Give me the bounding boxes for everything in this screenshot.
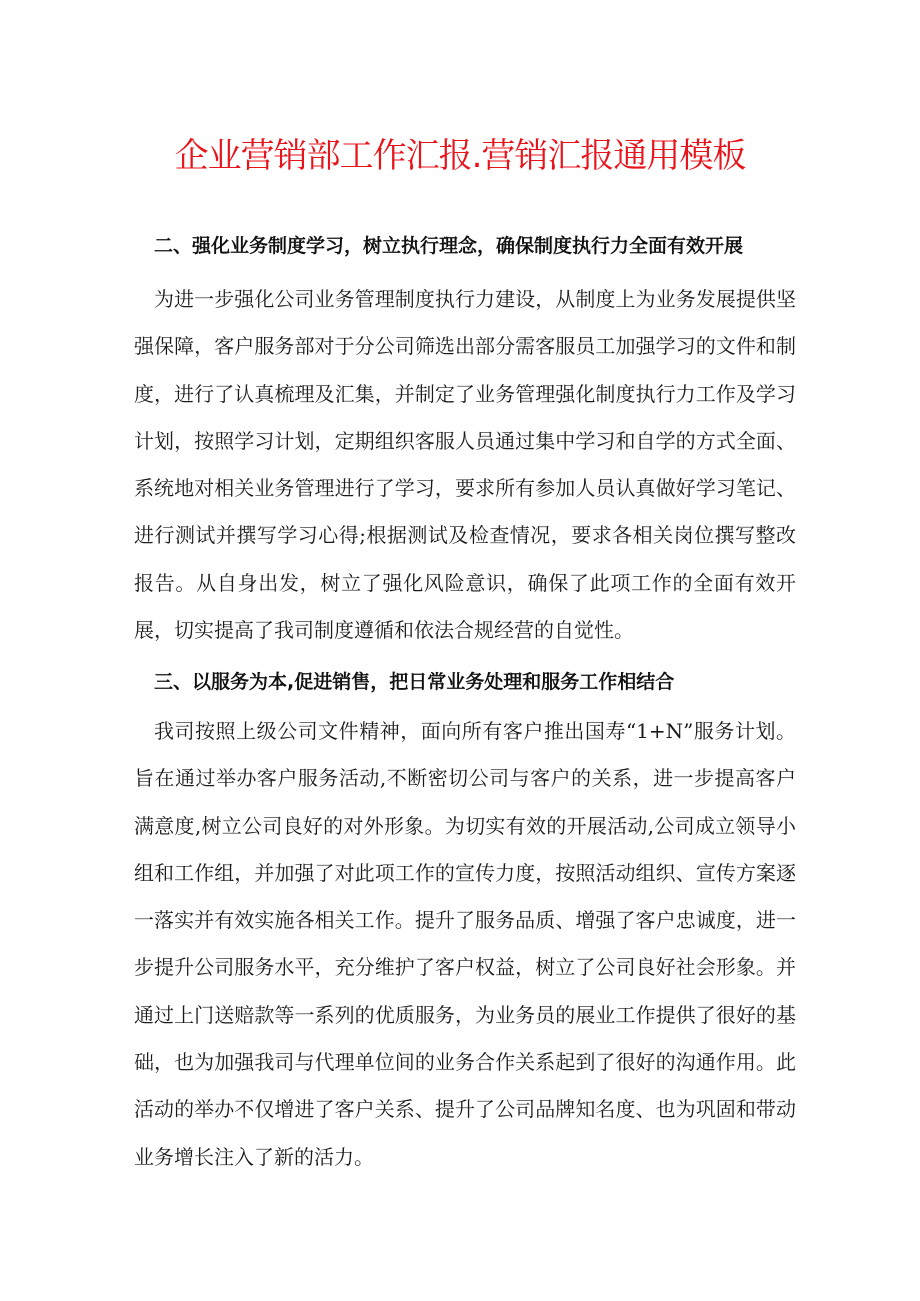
section-paragraph-3: 我司按照上级公司文件精神，面向所有客户推出国寿“1+N”服务计划。旨在通过举办客户服务活动,不断密切公司与客户的关系，进一步提高客户满意度,树立公司良好的对外形象。为切实有效的开展活动,公司成立领导小组和工作组，并加强了对此项工作的宣传力度，按照活动组织、宣传方案逐一落实并有效实施各相关工作。提升了服务品质、增强了客户忠诚度，进一步提升公司服务水平，充分维护了客户权益，树立了公司良好社会形象。并通过上门送赔款等一系列的优质服务，为业务员的展业工作提供了很好的基础，也为加强我司与代理单位间的业务合作关系起到了很好的沟通作用。此活动的举办不仅增进了客户关系、提升了公司品牌知名度、也为巩固和带动业务增长注入了新的活力。 — [134, 719, 796, 1169]
document-title: 企业营销部工作汇报.营销汇报通用模板 — [174, 136, 746, 176]
section-heading-3: 三、以服务为本,促进销售，把日常业务处理和服务工作相结合 — [154, 671, 675, 693]
section-paragraph-2: 为进一步强化公司业务管理制度执行力建设，从制度上为业务发展提供坚强保障，客户服务部对于分公司筛选出部分需客服员工加强学习的文件和制度，进行了认真梳理及汇集，并制定了业务管理强化制度执行力工作及学习计划，按照学习计划，定期组织客服人员通过集中学习和自学的方式全面、系统地对相关业务管理进行了学习，要求所有参加人员认真做好学习笔记、进行测试并撰写学习心得;根据测试及检查情况，要求各相关岗位撰写整改报告。从自身出发，树立了强化风险意识，确保了此项工作的全面有效开展，切实提高了我司制度遵循和依法合规经营的自觉性。 — [134, 287, 796, 643]
section-heading-2: 二、强化业务制度学习，树立执行理念，确保制度执行力全面有效开展 — [154, 235, 744, 257]
